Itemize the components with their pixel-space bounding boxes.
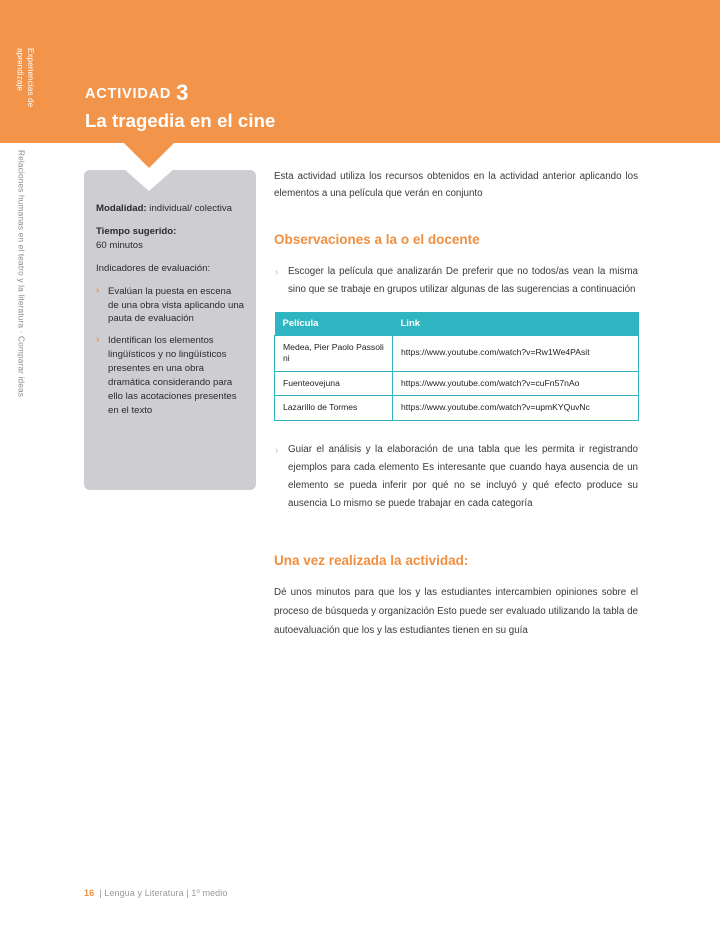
list-item: › Guiar el análisis y la elaboración de una tabla que les permita ir registrando ejemplos para cada elemento Es interesante que cuando haya ausencia de un elemento se pueda inferir por qué no se incluyó y qué efecto produce su ausencia Lo mismo se puede trabajar en cada categoría: [274, 441, 638, 513]
column-header-link: Link: [393, 312, 639, 336]
cell-film-link[interactable]: https://www.youtube.com/watch?v=Rw1We4PAsit: [393, 335, 639, 371]
indicator-list: [96, 285, 244, 418]
main-content-column: [274, 168, 638, 640]
modality-label: Modalidad:: [96, 203, 147, 214]
cell-film-link[interactable]: https://www.youtube.com/watch?v=upmKYQuvNc: [393, 396, 639, 421]
column-header-pelicula: Película: [275, 312, 393, 336]
cell-film-title: Fuenteovejuna: [275, 371, 393, 396]
table-row: [275, 335, 639, 371]
cell-film-title: Medea, Pier Paolo Passolini: [275, 335, 393, 371]
film-links-table: [274, 312, 639, 421]
page-footer: [84, 888, 227, 898]
page-title: La tragedia en el cine: [85, 110, 276, 131]
observations-heading: Observaciones a la o el docente: [274, 232, 480, 248]
modality-row: [96, 202, 244, 216]
guidance-list: [274, 441, 638, 513]
closing-paragraph: Dé unos minutos para que los y las estudiantes intercambien opiniones sobre el proceso de búsqueda y organización Esto puede ser evaluado utilizando la tabla de autoevaluación que los y las estudiantes tienen en su guía: [274, 587, 638, 636]
activity-kicker-label: ACTIVIDAD: [85, 86, 172, 102]
header-chevron-icon: [124, 143, 174, 168]
indicators-label: Indicadores de evaluación:: [96, 262, 211, 274]
list-item: › Escoger la película que analizarán De preferir que no todos/as vean la misma sino que se trabaje en grupos utilizar algunas de las sugerencias a continuación: [274, 263, 638, 299]
cell-film-title: Lazarillo de Tormes: [275, 396, 393, 421]
activity-kicker: [85, 80, 188, 106]
activity-meta-content: [96, 202, 244, 426]
table-header-row: [275, 312, 639, 336]
list-item: › Evalúan la puesta en escena de una obra vista aplicando una pauta de evaluación: [96, 285, 244, 327]
page-spine: [0, 0, 44, 935]
footer-text: | Lengua y Literatura | 1º medio: [99, 888, 228, 898]
table-row: [275, 396, 639, 421]
time-label: Tiempo sugerido:: [96, 225, 177, 237]
table-row: [275, 371, 639, 396]
activity-meta-card: [84, 170, 256, 490]
observations-list: [274, 263, 638, 299]
spine-experience-label: Experiencias de aprendizaje: [15, 48, 35, 108]
modality-value: individual/ colectiva: [146, 203, 232, 214]
card-notch-icon: [124, 169, 174, 191]
time-value: 60 minutos: [96, 239, 143, 251]
time-row: [96, 225, 244, 253]
activity-number: 3: [176, 80, 189, 105]
list-item: › Identifican los elementos lingüísticos y no lingüísticos presentes en una obra dramática considerando para ello las acotaciones presentes en el texto: [96, 334, 244, 417]
spine-unit-label: Relaciones humanas en el teatro y la literatura · Comparar ideas: [16, 150, 27, 398]
page-number: 16: [84, 888, 95, 898]
cell-film-link[interactable]: https://www.youtube.com/watch?v=cuFn57nAo: [393, 371, 639, 396]
intro-paragraph: Esta actividad utiliza los recursos obtenidos en la actividad anterior aplicando los elementos a una película que verán en conjunto: [274, 171, 638, 200]
closing-heading: Una vez realizada la actividad:: [274, 553, 469, 569]
